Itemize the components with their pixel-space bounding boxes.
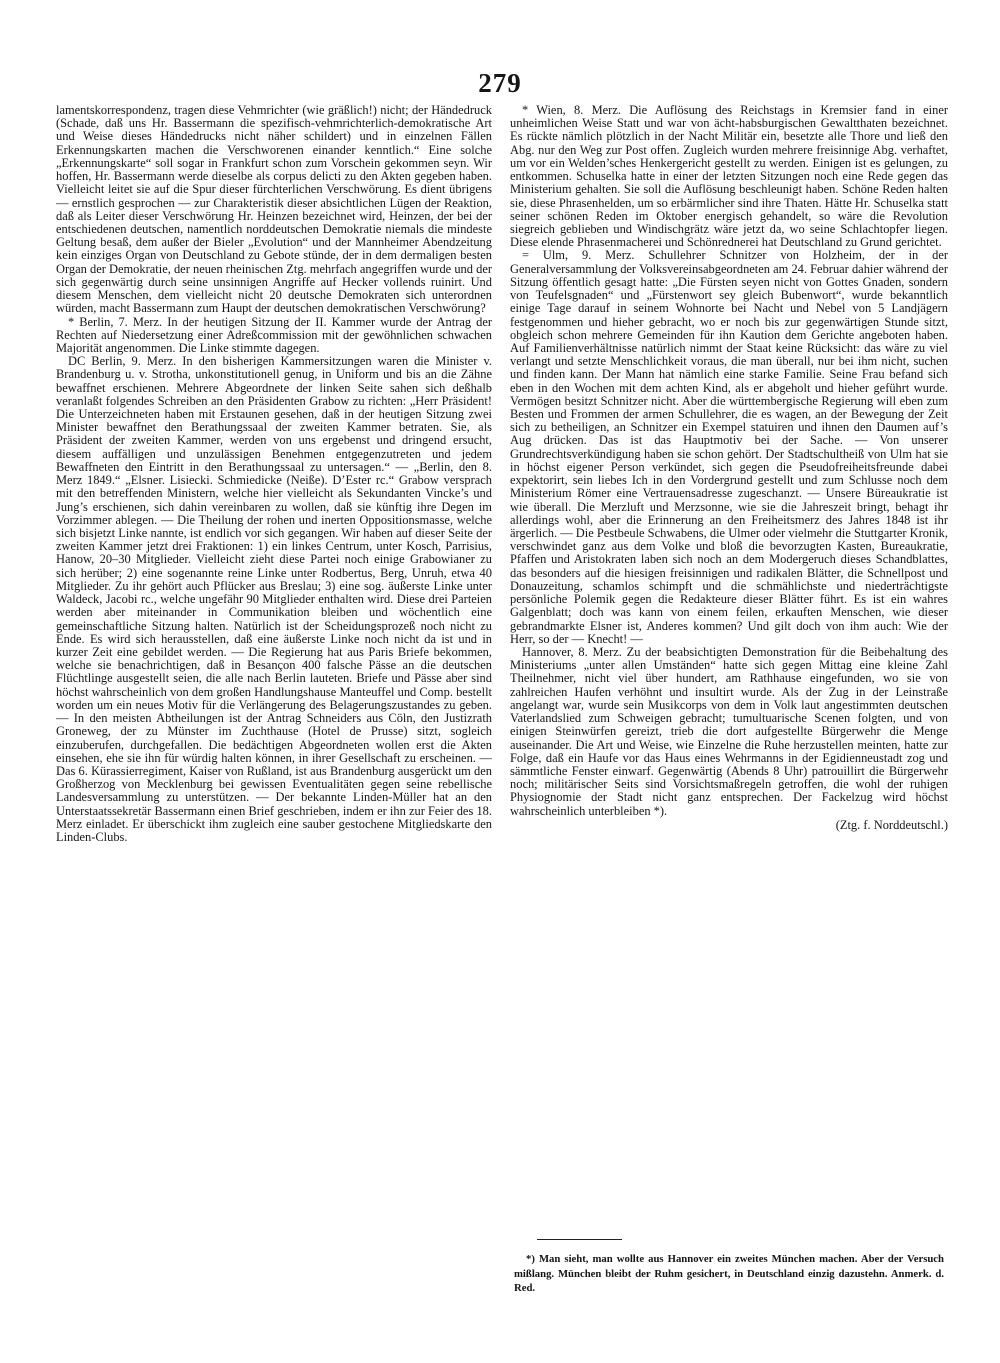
footnote-divider — [537, 1239, 622, 1240]
article-paragraph: * Berlin, 7. Merz. In der heutigen Sitzung der II. Kammer wurde der Antrag der Rechten auf Niedersetzung einer Adreßcommission mit der gewöhnlichen schwachen Majorität angenommen. Die Linke stimmte dagegen. — [56, 314, 492, 355]
footnote — [514, 1252, 944, 1296]
source-attribution: (Ztg. f. Norddeutschl.) — [835, 817, 948, 832]
article-paragraph: Hannover, 8. Merz. Zu der beabsichtigten Demonstration für die Beibehaltung des Ministeriums „unter allen Umständen“ hatte sich gegen Mittag eine kleine Zahl Theilnehmer, nicht viel über hundert, am Rathhause eingefunden, wo sie von zahlreichen Haufen verhöhnt und insultirt wurde. Als der Zug in der Leinstraße angelangt war, wurde sein Musikcorps von dem in Volk laut angestimmten deutschen Vaterlandslied zum Schweigen gebracht; tumultuarische Scenen folgten, und von einigen Steinwürfen gereizt, trieb die dort aufgestellte Bürgerwehr die Menge auseinander. Die Art und Weise, wie Einzelne die Ruhe herzustellen meinten, hatte zur Folge, daß ein Haufe vor das Haus eines Wehrmanns in der Egidienneustadt zog und sämmtliche Fenster einwarf. Gegenwärtig (Abends 8 Uhr) patrouillirt die Bürgerwehr noch; militärischer Seits sind Vorsichtsmaßregeln getroffen, die wohl der ruhigen Physiognomie der Stadt nicht ganz entsprechen. Der Fackelzug wird höchst wahrscheinlich unterbleiben *). — [510, 644, 948, 818]
footnote-text: *) Man sieht, man wollte aus Hannover ein zweites München machen. Aber der Versuch mißlang. München bleibt der Ruhm gesichert, in Deutschland einzig dazustehn. Anmerk. d. Red. — [514, 1253, 944, 1295]
right-column — [510, 104, 948, 1226]
page-number: 279 — [478, 68, 522, 98]
article-paragraph: * Wien, 8. Merz. Die Auflösung des Reichstags in Kremsier fand in einer unheimlichen Weise Statt und war von ächt-habsburgischen Gewaltthaten bezeichnet. Es rückte nämlich plötzlich in der Nacht Militär ein, besetzte alle Thore und ließ den Abg. nur den Weg zur Post offen. Zugleich wurden mehrere freisinnige Abg. verhaftet, um vor ein Welden’sches Henkergericht gestellt zu werden. Einigen ist es gelungen, zu entkommen. Schuselka hatte in einer der letzten Sitzungen noch eine Rede gegen das Ministerium gehalten. Sie soll die Auflösung beschleunigt haben. Schöne Reden halten sie, diese Phrasenhelden, um so erbärmlicher sind ihre Thaten. Hätte Hr. Schuselka statt seiner schönen Reden im Oktober energisch gehandelt, so wäre die Revolution siegreich geblieben und Windischgrätz wäre jetzt da, wo seine Schlachtopfer liegen. Diese elende Phrasenmacherei und Schönrednerei hat Deutschland zu Grund gerichtet. — [510, 104, 948, 250]
article-paragraph: = Ulm, 9. Merz. Schullehrer Schnitzer von Holzheim, der in der Generalversammlung der Volksvereinsabgeordneten am 24. Februar dahier während der Sitzung öffentlich gesagt hatte: „Die Fürsten seyen nicht von Gottes Gnaden, sondern von Teufelsgnaden“ und „Fürstenwort sey gleich Bubenwort“, wurde bekanntlich einige Tage darauf in seinem Wohnorte bei Nacht und Nebel von 5 Landjägern festgenommen und hieher gebracht, wo er noch bis zur gegenwärtigen Stunde sitzt, obgleich schon mehrere Gemeinden für ihn Kaution dem Gerichte angeboten haben. Auf Familienverhältnisse natürlich nimmt der Staat keine Rücksicht: das wäre zu viel verlangt und setzte Menschlichkeit voraus, die man überall, nur bei ihm nicht, suchen und finden kann. Der Mann hat nämlich eine starke Familie. Seine Frau befand sich eben in den Wochen mit dem achten Kind, als er abgeholt und hieher geführt wurde. Vermögen besitzt Schnitzer nicht. Aber die württembergische Regierung will eben zum Besten und Frommen der armen Schullehrer, die es wagen, an der Bewegung der Zeit sich zu betheiligen, an Schnitzer ein Exempel statuiren und ihnen den Daumen auf’s Aug drücken. Das ist das Hauptmotiv bei der Sache. — Von unserer Grundrechtsverkündigung haben sie schon gehört. Der Stadtschultheiß von Ulm hat sie in höchst eigener Person verkündet, sich gegen die Pseudofreiheitsfreunde dabei expektorirt, sein liebes Ich in den Vordergrund gestellt und zum Schlusse noch dem Ministerium Römer eine Vertrauensadresse zugeschanzt. — Unsere Büreaukratie ist wie überall. Die Merzluft und Merzsonne, wie sie die Jahreszeit bringt, behagt ihr allerdings wohl, aber die Erinnerung an den Freiheitsmerz des Jahres 1848 ist ihr ärgerlich. — Die Pestbeule Schwabens, die Ulmer oder vielmehr die Stuttgarter Kronik, verschwindet ganz aus dem Volke und bloß die bevorzugten Kasten, Bureaukratie, Pfaffen und Aristokraten laben sich noch an dem Modergeruch dieses Schandblattes, das besonders auf die hiesigen freisinnigen und radikalen Blätter, die Schnellpost und Donauzeitung, schamlos schimpft und die schmählichste und niederträchtigste persönliche Polemik gegen die Redakteure dieser Blätter führt. Es ist ein wahres Galgenblatt; doch was kann von einem feilen, erkauften Menschen, wie dieser gebrandmarkte Elsner ist, Anderes kommen? Und gilt doch von ihm auch: Wie der Herr, so der — Knecht! — — [510, 248, 948, 646]
article-paragraph: DC Berlin, 9. Merz. In den bisherigen Kammersitzungen waren die Minister v. Brandenburg u. v. Strotha, unkonstitutionell genug, in Uniform und bis an die Zähne bewaffnet erschienen. Mehrere Abgeordnete der linken Seite sahen sich deßhalb veranlaßt folgendes Schreiben an den Präsidenten Grabow zu richten: „Herr Präsident! Die Unterzeichneten haben mit Erstaunen gesehen, daß in der heutigen Sitzung zwei Minister bewaffnet den Berathungssaal der zweiten Kammer betraten. Sie, als Präsident der zweiten Kammer, werden von uns ergebenst und dringend ersucht, diesem auffälligen und unzulässigen Benehmen entgegenzutreten und jedem Bewaffneten den Eintritt in den Berathungssaal zu untersagen.“ — „Berlin, den 8. Merz 1849.“ „Elsner. Lisiecki. Schmiedicke (Neiße). D’Ester rc.“ Grabow versprach mit den betreffenden Ministern, welche hier vielleicht als Sekundanten Vincke’s und Jung’s erschienen, sich dahin vereinbaren zu wollen, daß sie künftig ihre Degen im Vorzimmer ablegen. — Die Theilung der rohen und inerten Oppositionsmasse, welche sich bisjetzt Linke nannte, ist endlich vor sich gegangen. Wir haben auf dieser Seite der zweiten Kammer jetzt drei Fraktionen: 1) ein linkes Centrum, unter Kosch, Parrisius, Hanow, 20–30 Mitglieder. Vielleicht zieht diese Partei noch einige Grabowianer zu sich herüber; 2) eine sogenannte reine Linke unter Rodbertus, Berg, Unruh, etwa 40 Mitglieder. Zu ihr gehört auch Pflücker aus Breslau; 3) eine sog. äußerste Linke unter Waldeck, Jacobi rc., welche ungefähr 90 Mitglieder enthalten wird. Diese drei Parteien werden aber miteinander in Communikation bleiben und wöchentlich eine gemeinschaftliche Sitzung halten. Natürlich ist der Scheidungsprozeß noch nicht zu Ende. Es wird sich herausstellen, daß eine äußerste Linke noch nicht da ist und in kurzer Zeit eine gebildet werden. — Die Regierung hat aus Paris Briefe bekommen, welche sie benachrichtigen, daß in Besançon 400 falsche Pässe an die deutschen Flüchtlinge ausgestellt seien, die alle nach Berlin lauteten. Briefe und Pässe aber sind höchst wahrscheinlich von dem großen Handlungshause Manteuffel und Comp. bestellt worden um ein neues Motiv für die Verlängerung des Belagerungszustandes zu geben. — In den meisten Abtheilungen ist der Antrag Schneiders aus Cöln, den Justizrath Groneweg, der zu Münster im Zuchthause (Hotel de Prusse) sitzt, sogleich einzuberufen, durchgefallen. Die bedächtigen Abgeordneten wollen erst die Akten einsehen, ehe sie ihn für würdig halten können, in ihrer Gesellschaft zu erscheinen. — Das 6. Kürassierregiment, Kaiser von Rußland, ist aus Brandenburg ausgerückt um den Großherzog von Mecklenburg bei gewissen Eventualitäten gegen seine rebellische Landesversammlung zu unterstützen. — Der bekannte Linden-Müller hat an den Unterstaatssekretär Bassermann einen Brief geschrieben, indem er ihn zur Feier des 18. Merz einladet. Er überschickt ihm zugleich eine sauber gestochene Mitgliedskarte den Linden-Clubs. — [56, 354, 492, 845]
article-paragraph: lamentskorrespondenz, tragen diese Vehmrichter (wie gräßlich!) nicht; der Händedruck (Schade, daß uns Hr. Bassermann die spezifisch-vehmrichterlich-demokratische Art und Weise dieses Händedrucks nicht näher schildert) und in einzelnen Fällen Erkennungskarten machen die Verschworenen einander kenntlich.“ Eine solche „Erkennungskarte“ soll sogar in Frankfurt schon zum Vorschein gekommen seyn. Wir hoffen, Hr. Bassermann werde dieselbe als corpus delicti zu den Akten gegeben haben. Vielleicht leitet sie auf die Spur dieser fürchterlichen Verschwörung. Es dient übrigens — ernstlich gesprochen — zur Charakteristik dieser absichtlichen Lügen der Reaktion, daß als Leiter dieser Verschwörung Hr. Heinzen bezeichnet wird, Heinzen, der bei der entschiedenen deutschen, namentlich norddeutschen Demokratie niemals die mindeste Geltung besaß, dem außer der Bieler „Evolution“ und der Mannheimer Abendzeitung kein einziges Organ von Deutschland zu Gebote stünde, der in dem dermaligen besten Organ der Demokratie, der neuen rheinischen Ztg. mehrfach angegriffen wurde und der sich gegenwärtig durch seine unsinnigen Angriffe auf Hecker vollends ruinirt. Und diesem Menschen, dem vielleicht nicht 20 deutsche Demokraten sich unterordnen würden, macht Bassermann zum Haupt der deutschen demokratischen Verschwörung? — [56, 104, 492, 316]
left-column — [56, 104, 492, 1289]
